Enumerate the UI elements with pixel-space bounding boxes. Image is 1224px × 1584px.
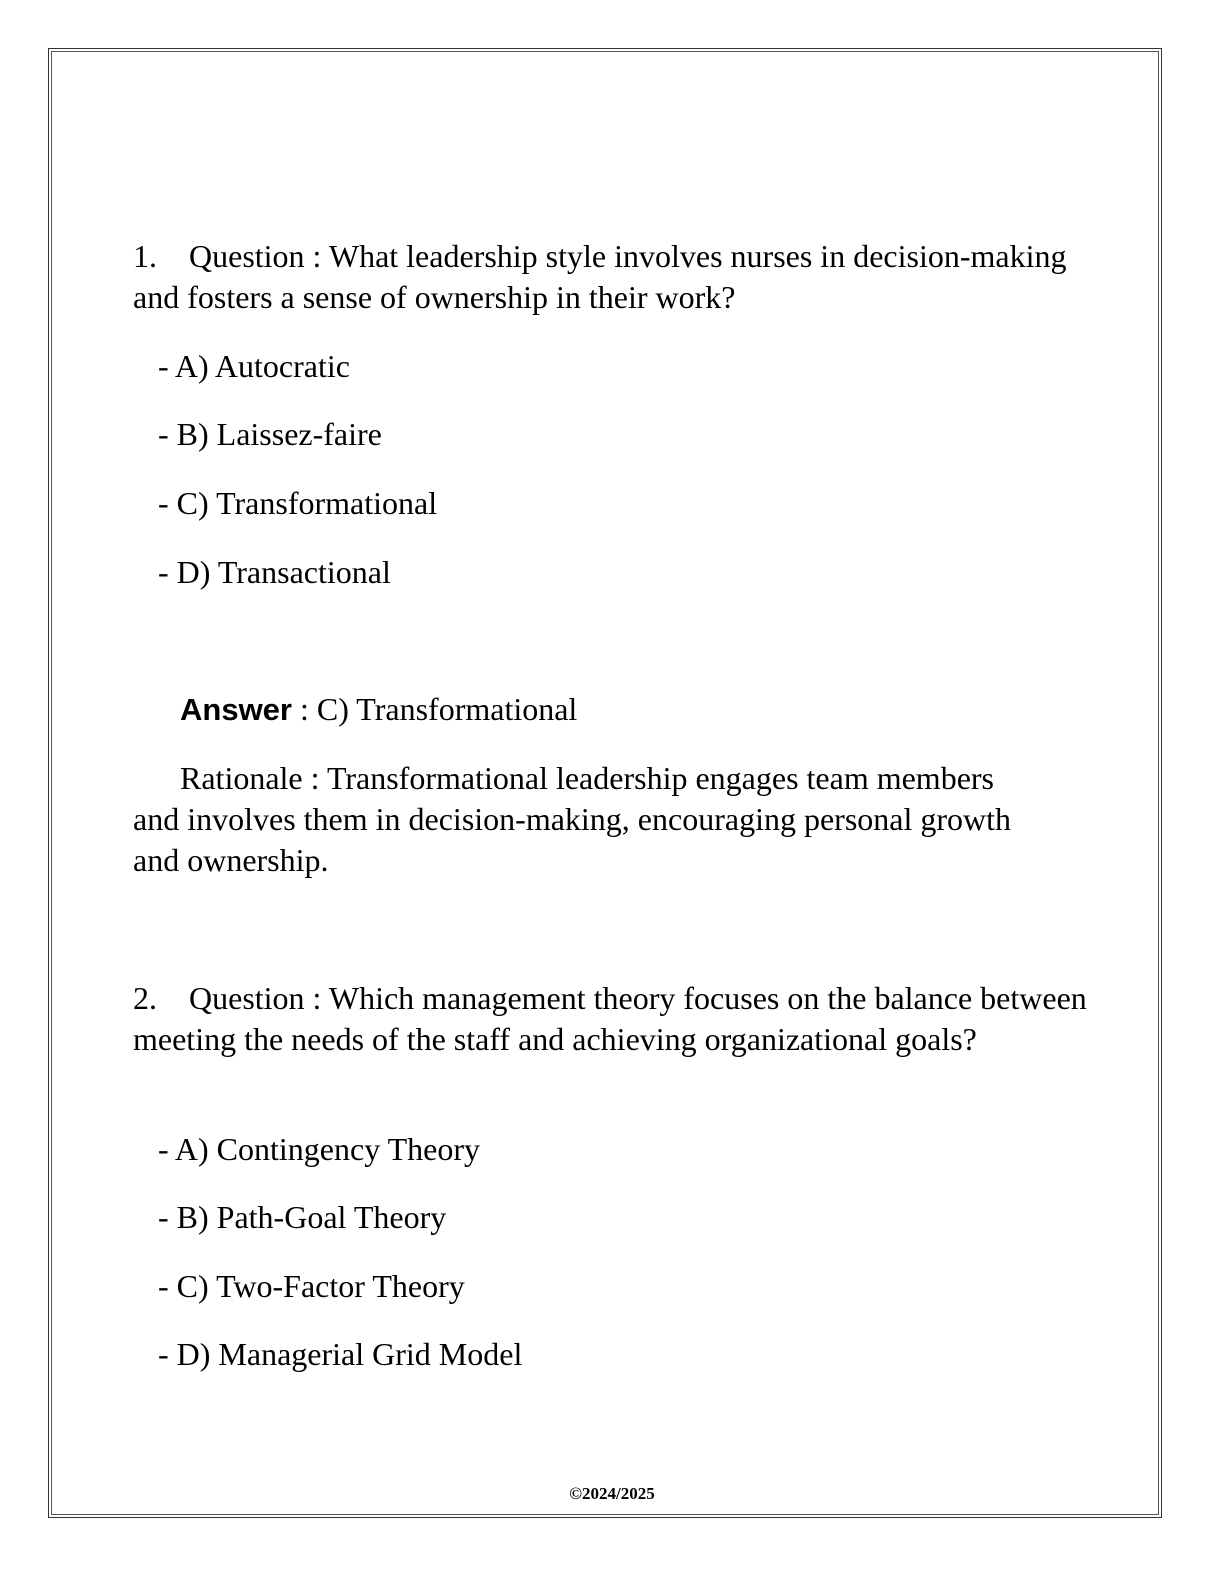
question-text: : Which management theory focuses on the balance between meeting the needs of the staff and achieving organizational goals? [133, 980, 1087, 1057]
copyright-footer: ©2024/2025 [569, 1484, 655, 1503]
option-b: - B) Laissez-faire [158, 416, 382, 452]
rationale [133, 758, 1033, 881]
answer-text: : C) Transformational [291, 691, 578, 727]
question-label: Question [189, 238, 305, 274]
question-text: : What leadership style involves nurses in decision-making and fosters a sense of ownership in their work? [133, 238, 1067, 315]
option-c: - C) Transformational [158, 485, 438, 521]
option-d: - D) Managerial Grid Model [158, 1336, 523, 1372]
question-number: 1. [133, 238, 157, 274]
question-number: 2. [133, 980, 157, 1016]
answer [180, 689, 577, 730]
rationale-text: : Transformational leadership engages team members and involves them in decision-making, encouraging personal growth and ownership. [133, 760, 1012, 878]
question-2 [133, 978, 1093, 1060]
option-a: - A) Autocratic [158, 348, 350, 384]
option-d: - D) Transactional [158, 554, 391, 590]
option-c: - C) Two-Factor Theory [158, 1268, 465, 1304]
question-1 [133, 236, 1093, 318]
option-a: - A) Contingency Theory [158, 1131, 481, 1167]
question-label: Question [189, 980, 305, 1016]
answer-label: Answer [180, 692, 292, 727]
option-b: - B) Path-Goal Theory [158, 1199, 447, 1235]
rationale-label: Rationale [180, 760, 303, 796]
